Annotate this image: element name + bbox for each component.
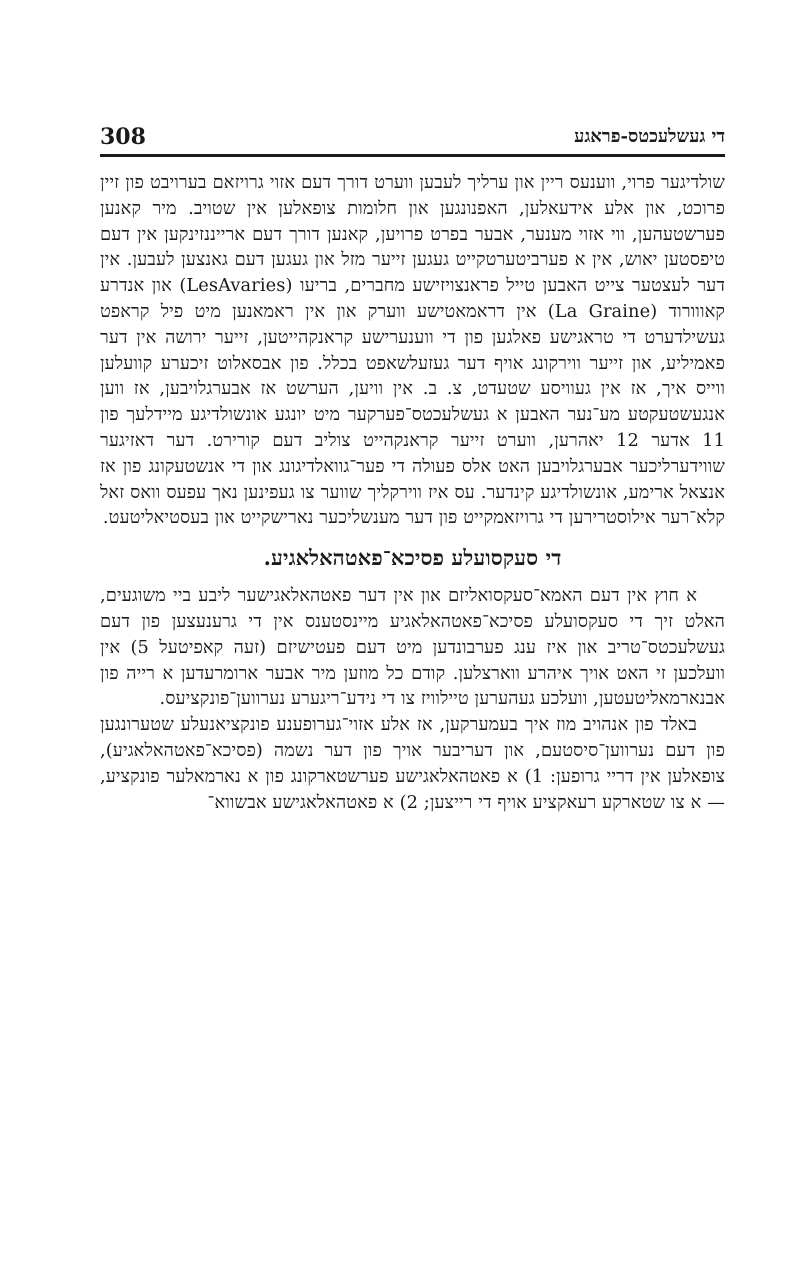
page-header [100,118,725,157]
paragraph: א חוץ אין דעם האמא־סעקסואליזם און אין דער פאטהאלאגישער ליבע ביי משוגעים, האלט זיך די סעקסועלע פסיכא־פאטהאלאגיע מיינסטענס אין די גרענעצען פון דעם געשלעכטס־טריב און איז ענג פערבונדען מיט דעם פעטישיזם (זעה קאפיטעל 5) אין וועלכען זי האט אויך איהרע ווארצלען. קודם כל מוזען מיר אבער ארומרעדען א רייה פון אבנארמאליטעטען, וועלכע געהערען טיילוויז צו די נידע־ריגערע נערווען־פונקציעס. [100,585,725,710]
page-body [100,170,725,815]
page-number: 308 [100,124,146,150]
paragraph: באלד פון אנהויב מוז איך בעמערקען, אז אלע אזוי־גערופענע פונקציאנעלע שטערונגען פון דעם נערווען־סיסטעם, און דעריבער אויך פון דער נשמה (פסיכא־פאטהאלאגיע), צופאלען אין דריי גרופען: 1) א פאטהאלאגישע פערשטארקונג פון א נארמאלער פונקציע, — א צו שטארקע רעאקציע אויף די רייצען; 2) א פאטהאלאגישע אבשווא־ [100,714,726,813]
running-head: די געשלעכטס-פראגע [574,126,725,147]
section-heading: די סעקסועלע פסיכא־פאטהאלאגיע. [263,545,562,571]
paragraph: שולדיגער פרוי, ווענעס ריין און ערליך לעבען ווערט דורך דעם אזוי גרויזאם בערויבט פון זיין פרוכט, און אלע אידעאלען, האפנונגען און חלומות צופאלען אין שטויב. מיר קאנען פערשטעהען, ווי אזוי מענער, אבער בפרט פרויען, קאנען דורך דעם ארייננזינקען אין דעם טיפסטען יאוש, אין א פערביטערטקייט געגען זייער מזל און געגען דעם גאנצען לעבען. אין דער לעצטער צייט האבען טייל פראנצויזישע מחברים, בריעו (LesAvaries) און אנדרע קאווורוד (La Graine) אין דראמאטישע ווערק און אין ראמאנען מיט פיל קראפט געשילדערט די טראגישע פאלגען פון די ווענערישע קראנקהייטען, זייער ירושה אין דער פאמיליע, און זייער ווירקונג אויף דער געזעלשאפט בכלל. פון אבסאלוט זיכערע קוועלען ווייס איך, אז אין געוויסע שטעדט, צ. ב. אין וויען, הערשט אז אבערגלויבען, אז ווען אנגעשטעקטע מע־נער האבען א געשלעכטס־פערקער מיט יונגע אונשולדיגע מיידלעך פון 11 אדער 12 יאהרען, ווערט זייער קראנקהייט צוליב דעם קורירט. דער דאזיגער שווידערליכער אבערגלויבען האט אלס פעולה די פער־גוואלדיגונג און די אנשטעקונג פון אז אנצאל ארימע, אונשולדיגע קינדער. עס איז ווירקליך שווער צו געפינען נאך עפעס וואס זאל קלא־רער אילוסטרירען די גרויזאמקייט פון דער מענשליכער נארישקייט און בעסטיאליטעט. [100,172,725,529]
